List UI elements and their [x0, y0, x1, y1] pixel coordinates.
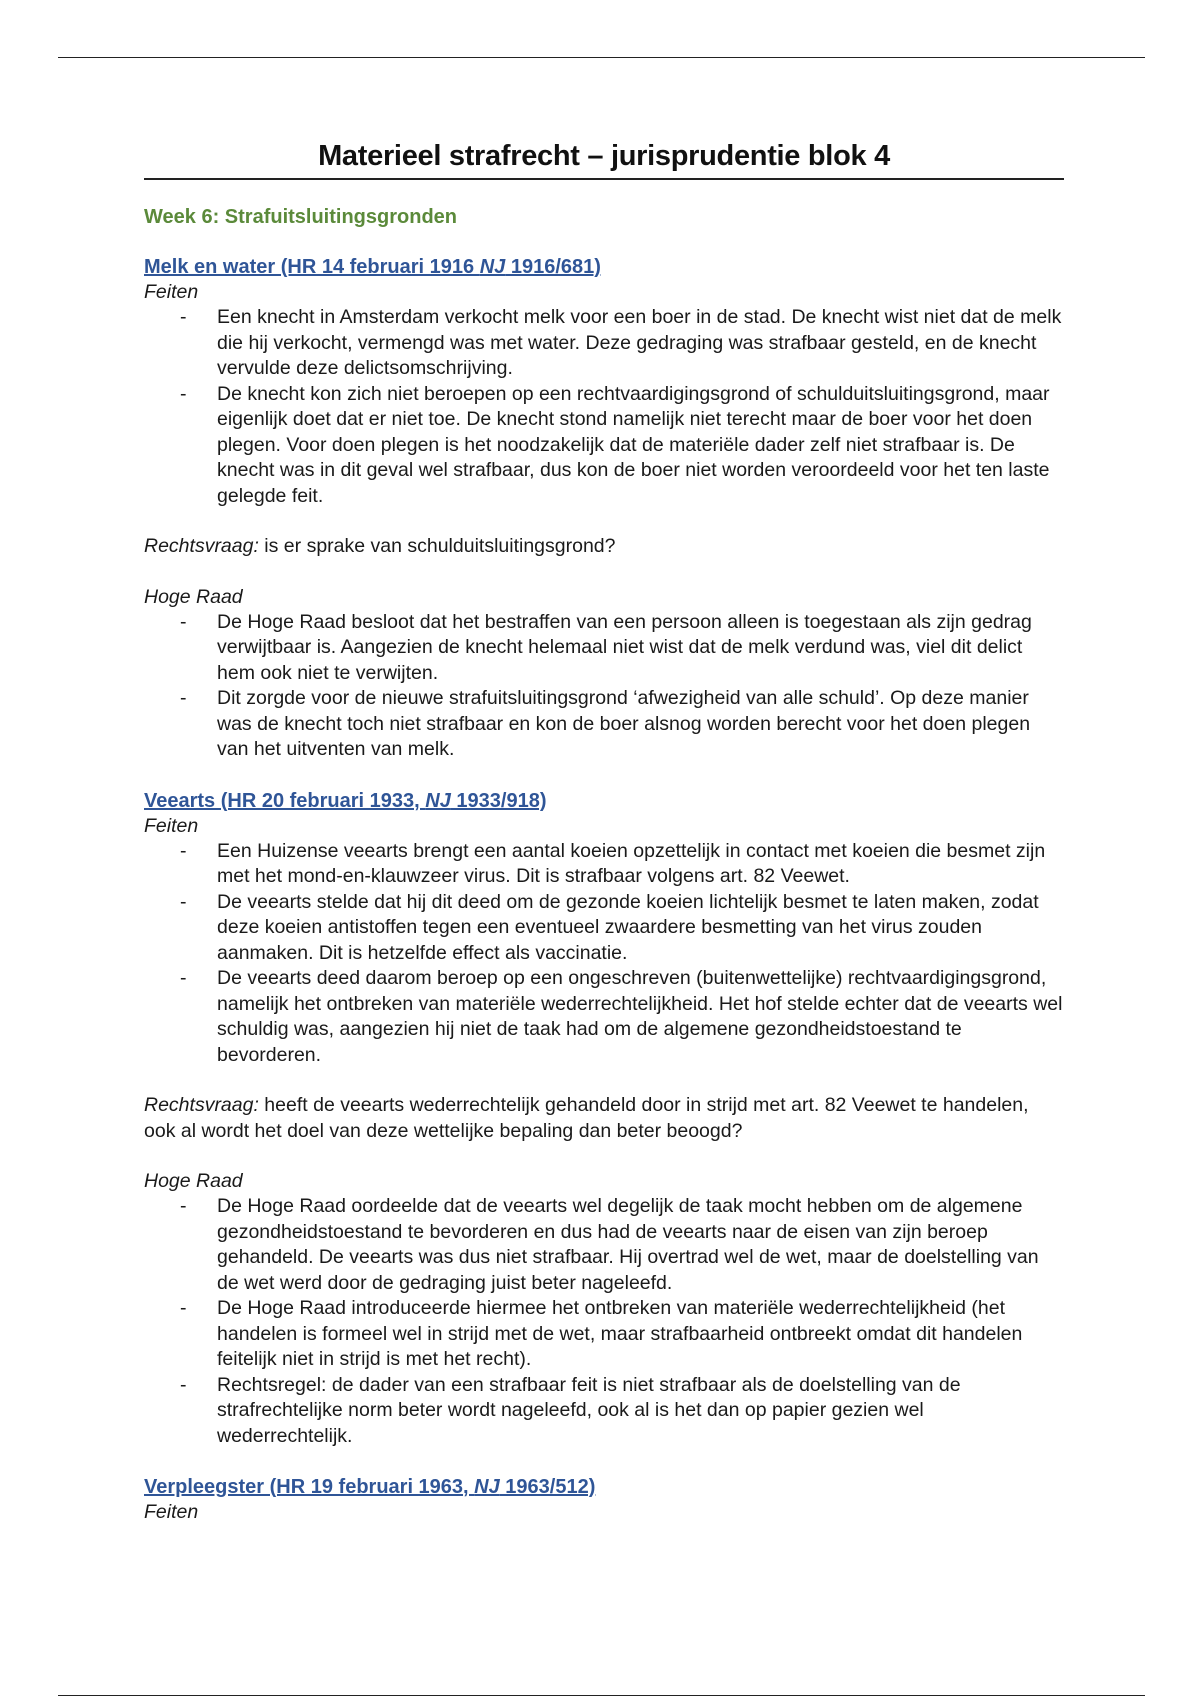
list-item: - Een knecht in Amsterdam verkocht melk voor een boer in de stad. De knecht wist niet dat de melk die hij verkocht, vermengd was met water. Deze gedraging was strafbaar gesteld, en de knecht vervulde deze delictsomschrijving.: [180, 306, 1062, 379]
list-item: - Dit zorgde voor de nieuwe strafuitsluitingsgrond ‘afwezigheid van alle schuld’. Op deze manier was de knecht toch niet strafbaar en kon de boer alsnog worden berecht voor het doen plegen van het uitventen van melk.: [180, 687, 1031, 760]
court-label: Hoge Raad: [144, 1170, 243, 1192]
list-item: - De Hoge Raad besloot dat het bestraffen van een persoon alleen is toegestaan als zijn gedrag verwijtbaar is. Aangezien de knecht helemaal niet wist dat de melk verdund was, viel dit delict hem ook niet te verwijten.: [180, 610, 1032, 684]
facts-label: Feiten: [144, 1501, 199, 1523]
facts-list: [144, 839, 1064, 1069]
list-item: - Rechtsregel: de dader van een strafbaar feit is niet strafbaar als de doelstelling van de strafrechtelijke norm beter wordt nageleefd, ook al is het dan op papier gezien wel wederrechtelijk.: [180, 1373, 961, 1447]
document-title: Materieel strafrecht – jurisprudentie blok 4: [144, 140, 1064, 180]
case-title-link[interactable]: Veearts (HR 20 februari 1933, NJ 1933/918): [144, 789, 547, 812]
list-item: - De veearts deed daarom beroep op een ongeschreven (buitenwettelijke) rechtvaardigingsgrond, namelijk het ontbreken van materiële wederrechtelijkheid. Het hof stelde echter dat de veearts wel schuldig was, aangezien hij niet de taak had om de algemene gezondheidstoestand te bevorderen.: [180, 967, 1063, 1066]
list-item: - Een Huizense veearts brengt een aantal koeien opzettelijk in contact met koeien die besmet zijn met het mond-en-klauwzeer virus. Dit is strafbaar volgens art. 82 Veewet.: [180, 839, 1046, 887]
facts-list: [144, 305, 1064, 509]
legal-question: Rechtsvraag: heeft de veearts wederrechtelijk gehandeld door in strijd met art. 82 Veewet te handelen, ook al wordt het doel van deze wettelijke bepaling dan beter beoogd?: [144, 1094, 1029, 1142]
case-veearts: [144, 789, 1064, 1450]
facts-label: Feiten: [144, 814, 199, 837]
facts-label: Feiten: [144, 281, 199, 303]
case-melk-en-water: [144, 255, 1064, 763]
page-top-rule: [58, 57, 1145, 58]
court-label: Hoge Raad: [144, 585, 243, 608]
case-title-link[interactable]: Verpleegster (HR 19 februari 1963, NJ 1963/512): [144, 1476, 596, 1498]
list-item: - De Hoge Raad oordeelde dat de veearts wel degelijk de taak mocht hebben om de algemene gezondheidstoestand te bevorderen en dus had de veearts naar de eisen van zijn beroep gehandeld. De veearts was dus niet strafbaar. Hij overtrad wel de wet, maar de doelstelling van de wet werd door de gedraging juist beter nageleefd.: [180, 1195, 1039, 1294]
case-verpleegster: [144, 1475, 1064, 1525]
list-item: - De Hoge Raad introduceerde hiermee het ontbreken van materiële wederrechtelijkheid (het handelen is formeel wel in strijd met de wet, maar strafbaarheid ontbreekt omdat dit handelen feitelijk niet in strijd is met het recht).: [180, 1297, 1023, 1370]
list-item: - De knecht kon zich niet beroepen op een rechtvaardigingsgrond of schulduitsluitingsgrond, maar eigenlijk doet dat er niet toe. De knecht stond namelijk niet terecht maar de boer voor het doen plegen. Voor doen plegen is het noodzakelijk dat de materiële dader zelf niet strafbaar is. De knecht was in dit geval wel strafbaar, dus kon de boer niet worden veroordeeld voor het ten laste gelegde feit.: [180, 382, 1050, 507]
document-body: [144, 140, 1064, 1525]
page-bottom-rule: [58, 1695, 1145, 1696]
legal-question: Rechtsvraag: is er sprake van schulduitsluitingsgrond?: [144, 535, 616, 557]
court-list: [144, 610, 1064, 763]
case-title-link[interactable]: Melk en water (HR 14 februari 1916 NJ 1916/681): [144, 256, 601, 278]
list-item: - De veearts stelde dat hij dit deed om de gezonde koeien lichtelijk besmet te laten maken, zodat deze koeien antistoffen tegen een eventueel zwaardere besmetting van het virus zouden aanmaken. Dit is hetzelfde effect als vaccinatie.: [180, 890, 1039, 964]
week-heading: Week 6: Strafuitsluitingsgronden: [144, 206, 457, 228]
court-list: [144, 1194, 1064, 1449]
